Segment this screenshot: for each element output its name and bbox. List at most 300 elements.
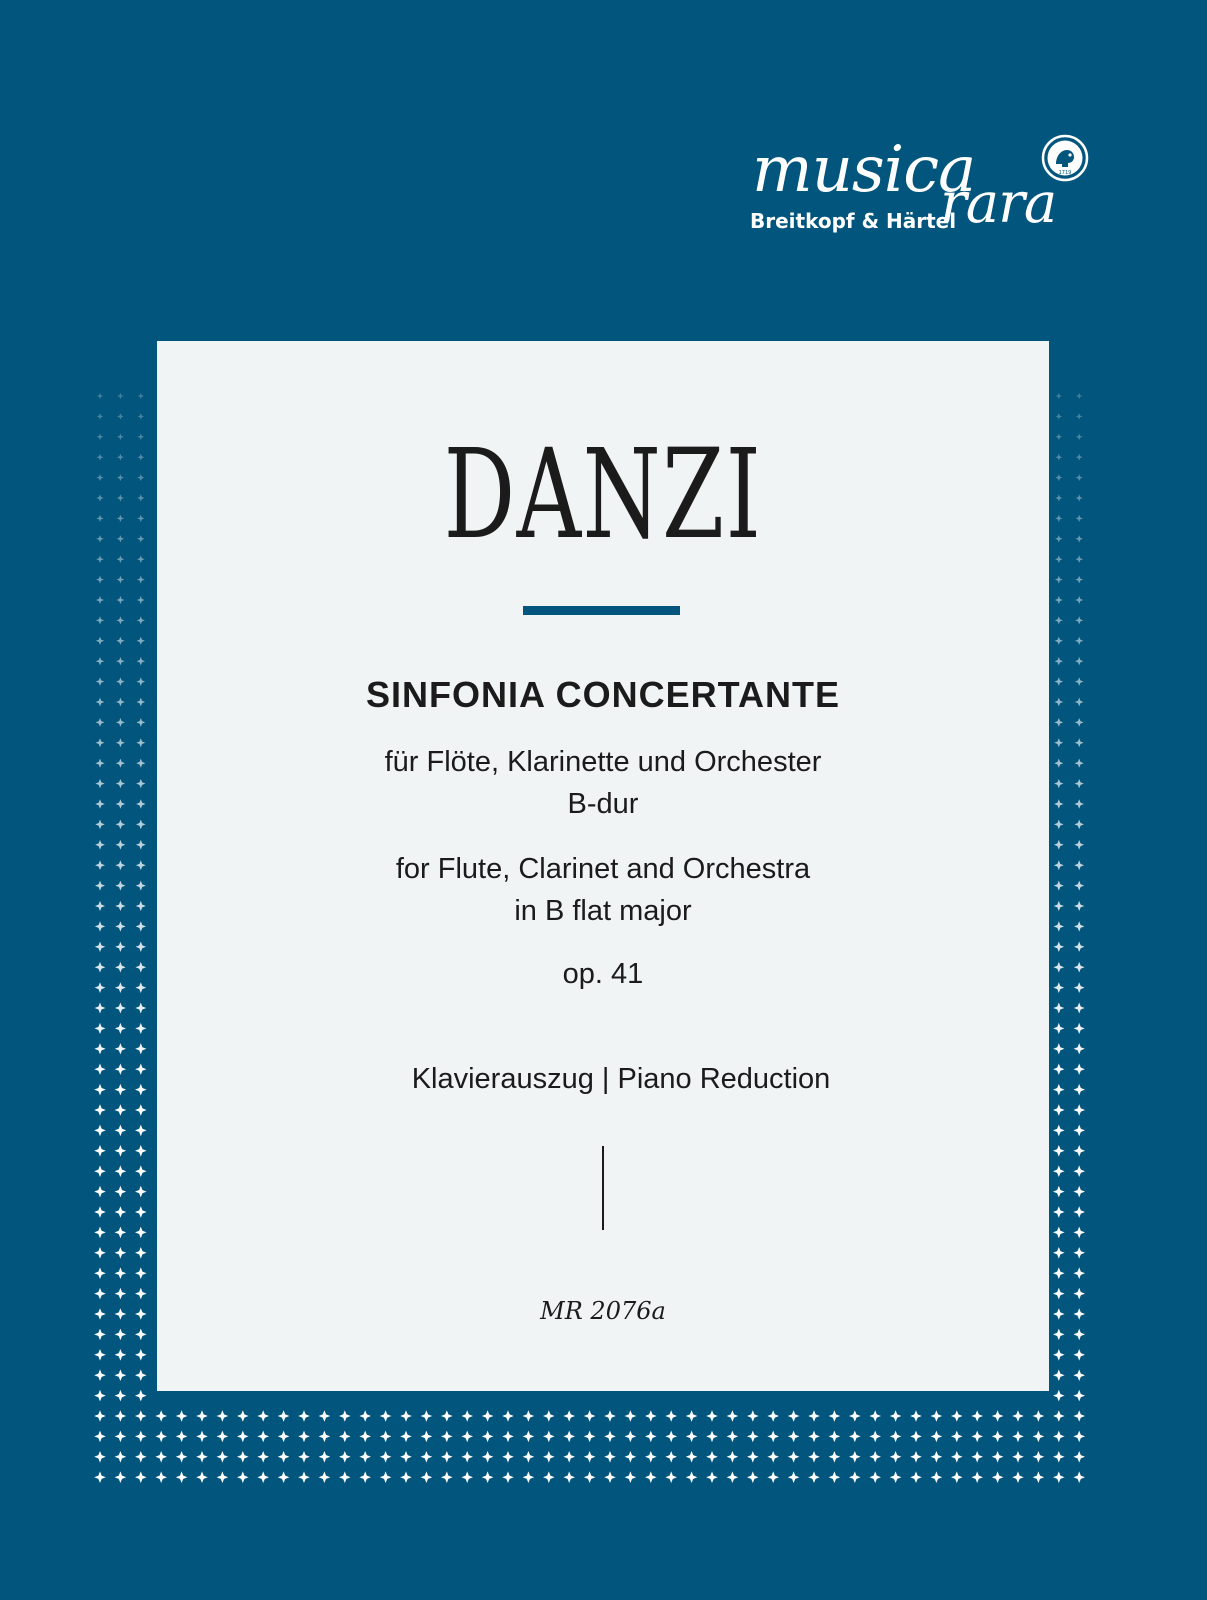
star-dot [1074,921,1084,931]
star-dot [665,1431,677,1443]
star-dot [96,616,104,624]
star-dot [931,1451,943,1463]
star-dot [1054,698,1063,707]
star-dot [115,1410,127,1422]
star-dot [115,942,125,952]
star-dot [135,1369,147,1381]
star-dot [339,1451,351,1463]
star-dot [747,1431,759,1443]
star-dot [890,1431,902,1443]
star-dot [96,637,104,645]
star-dot [543,1451,555,1463]
key-english: in B flat major [514,895,692,927]
star-dot [94,1431,106,1443]
star-dot [319,1451,331,1463]
star-dot [788,1431,800,1443]
star-dot [890,1451,902,1463]
star-dot [137,454,144,461]
star-dot [116,799,125,808]
star-dot [237,1471,249,1483]
star-dot [1076,494,1083,501]
star-dot [135,1308,147,1320]
star-dot [95,982,106,993]
catalog-number: MR 2076a [540,1297,666,1325]
star-dot [890,1410,902,1422]
star-dot [1055,576,1063,584]
star-dot [1075,657,1083,665]
star-dot [1076,515,1083,522]
star-dot [137,576,145,584]
star-dot [136,759,145,768]
star-dot [359,1471,371,1483]
logo-rara: rara [940,171,1057,236]
star-dot [116,677,125,686]
bear-emblem-icon [1041,134,1089,182]
star-dot [523,1410,535,1422]
star-dot [665,1410,677,1422]
star-dot [95,860,105,870]
star-dot [441,1451,453,1463]
star-dot [135,1390,147,1402]
star-dot [625,1410,637,1422]
star-dot [482,1410,494,1422]
star-dot [829,1431,841,1443]
star-dot [747,1471,759,1483]
star-dot [117,474,124,481]
star-dot [380,1471,392,1483]
edition-type: Klavierauszug | Piano Reduction [411,1063,831,1095]
star-dot [767,1451,779,1463]
star-dot [1012,1471,1024,1483]
star-dot [1073,1390,1085,1402]
star-dot [951,1410,963,1422]
star-dot [1054,881,1064,891]
star-dot [727,1410,739,1422]
star-dot [1055,637,1063,645]
star-dot [97,393,103,399]
star-dot [1073,1308,1085,1320]
star-dot [217,1410,229,1422]
star-dot [135,1410,147,1422]
star-dot [1055,433,1062,440]
star-dot [645,1451,657,1463]
star-dot [1074,1003,1085,1014]
star-dot [359,1410,371,1422]
star-dot [1053,1165,1065,1177]
star-dot [1053,962,1064,973]
star-dot [421,1431,433,1443]
star-dot [604,1471,616,1483]
star-dot [115,901,125,911]
star-dot [115,1329,127,1341]
star-dot [1074,982,1085,993]
star-dot [421,1471,433,1483]
star-dot [196,1431,208,1443]
star-dot [95,799,104,808]
star-dot [1075,555,1083,563]
star-dot [421,1451,433,1463]
star-dot [136,942,146,952]
star-dot [115,962,126,973]
star-dot [116,637,124,645]
star-dot [1074,901,1084,911]
star-dot [1074,1023,1085,1034]
star-dot [135,1165,147,1177]
star-dot [135,1349,147,1361]
star-dot [1055,555,1063,563]
star-dot [115,881,125,891]
star-dot [767,1431,779,1443]
star-dot [137,637,145,645]
star-dot [96,738,105,747]
star-dot [645,1471,657,1483]
star-dot [196,1451,208,1463]
star-dot [1073,1104,1085,1116]
star-dot [869,1410,881,1422]
star-dot [1076,433,1083,440]
star-dot [1076,474,1083,481]
star-dot [1073,1471,1085,1483]
star-dot [849,1410,861,1422]
star-dot [136,698,145,707]
star-dot [137,515,144,522]
star-dot [910,1451,922,1463]
star-dot [441,1431,453,1443]
star-dot [1074,942,1084,952]
star-dot [727,1471,739,1483]
star-dot [95,820,105,830]
star-dot [767,1471,779,1483]
star-dot [1074,962,1085,973]
star-dot [1054,901,1064,911]
star-dot [808,1410,820,1422]
star-dot [971,1431,983,1443]
star-dot [706,1471,718,1483]
star-dot [115,1206,127,1218]
star-dot [298,1431,310,1443]
star-dot [117,454,124,461]
star-dot [155,1431,167,1443]
star-dot [461,1471,473,1483]
star-dot [115,860,125,870]
star-dot [461,1410,473,1422]
star-dot [136,860,146,870]
star-dot [869,1471,881,1483]
star-dot [136,921,146,931]
star-dot [94,1267,106,1279]
star-dot [584,1431,596,1443]
star-dot [1055,474,1062,481]
star-dot [137,677,146,686]
star-dot [1074,860,1084,870]
star-dot [992,1451,1004,1463]
star-dot [1073,1186,1085,1198]
star-dot [96,576,104,584]
star-dot [257,1410,269,1422]
star-dot [1075,637,1083,645]
star-dot [135,1471,147,1483]
star-dot [604,1451,616,1463]
star-dot [97,433,104,440]
star-dot [94,1165,106,1177]
star-dot [1053,1308,1065,1320]
star-dot [135,1451,147,1463]
star-dot [137,657,145,665]
star-dot [136,799,145,808]
star-dot [96,515,103,522]
star-dot [563,1471,575,1483]
star-dot [116,596,124,604]
star-dot [319,1431,331,1443]
cover-panel [157,341,1049,1391]
key-german: B-dur [567,788,639,820]
star-dot [788,1471,800,1483]
star-dot [992,1431,1004,1443]
star-dot [1053,1125,1065,1137]
star-dot [94,1288,106,1300]
star-dot [117,433,124,440]
star-dot [1054,799,1063,808]
star-dot [1075,738,1084,747]
star-dot [298,1471,310,1483]
star-dot [1053,1023,1064,1034]
star-dot [319,1410,331,1422]
star-dot [95,779,104,788]
star-dot [584,1471,596,1483]
star-dot [95,759,104,768]
star-dot [1073,1206,1085,1218]
star-dot [910,1431,922,1443]
star-dot [808,1471,820,1483]
star-dot [1053,1390,1065,1402]
star-dot [1056,413,1063,420]
star-dot [115,1043,126,1054]
star-dot [94,1471,106,1483]
star-dot [1075,616,1083,624]
star-dot [1056,393,1062,399]
star-dot [482,1431,494,1443]
star-dot [217,1471,229,1483]
star-dot [96,657,104,665]
star-dot [135,1104,147,1116]
star-dot [1073,1084,1085,1096]
star-dot [1055,515,1062,522]
star-dot [96,535,103,542]
star-dot [829,1410,841,1422]
star-dot [94,1227,106,1239]
star-dot [117,535,124,542]
star-dot [400,1431,412,1443]
star-dot [727,1431,739,1443]
star-dot [563,1431,575,1443]
star-dot [135,1288,147,1300]
star-dot [849,1431,861,1443]
star-dot [1055,596,1063,604]
star-dot [135,962,146,973]
star-dot [971,1471,983,1483]
star-dot [1053,982,1064,993]
star-dot [1053,1247,1065,1259]
star-dot [849,1471,861,1483]
star-dot [747,1451,759,1463]
star-dot [94,1206,106,1218]
star-dot [94,1308,106,1320]
star-dot [176,1471,188,1483]
star-dot [1053,1227,1065,1239]
star-dot [135,1227,147,1239]
star-dot [94,1247,106,1259]
star-dot [1073,1267,1085,1279]
star-dot [808,1431,820,1443]
star-dot [971,1410,983,1422]
star-dot [116,759,125,768]
star-dot [1073,1288,1085,1300]
star-dot [96,494,103,501]
star-dot [136,718,145,727]
star-dot [117,515,124,522]
star-dot [1053,1003,1064,1014]
star-dot [137,535,144,542]
star-dot [94,1186,106,1198]
star-dot [1053,1369,1065,1381]
star-dot [1075,535,1082,542]
star-dot [1055,616,1063,624]
logo-musica: musica [752,133,976,207]
star-dot [441,1471,453,1483]
star-dot [706,1410,718,1422]
star-dot [135,1023,146,1034]
star-dot [135,1206,147,1218]
star-dot [117,413,124,420]
star-dot [543,1431,555,1443]
star-dot [1053,1267,1065,1279]
star-dot [257,1431,269,1443]
star-dot [1076,393,1082,399]
star-dot [645,1410,657,1422]
star-dot [1075,596,1083,604]
star-dot [1012,1410,1024,1422]
star-dot [767,1410,779,1422]
star-dot [1074,881,1084,891]
star-dot [1073,1329,1085,1341]
star-dot [686,1451,698,1463]
star-dot [135,1329,147,1341]
star-dot [502,1471,514,1483]
star-dot [115,1288,127,1300]
star-dot [96,698,105,707]
star-dot [137,474,144,481]
star-dot [95,840,105,850]
star-dot [910,1410,922,1422]
star-dot [869,1451,881,1463]
star-dot [461,1451,473,1463]
star-dot [115,1369,127,1381]
star-dot [137,616,145,624]
star-dot [96,718,105,727]
star-dot [138,393,144,399]
star-dot [136,901,146,911]
star-dot [257,1451,269,1463]
star-dot [1073,1247,1085,1259]
star-dot [931,1471,943,1483]
star-dot [1053,1145,1065,1157]
star-dot [869,1431,881,1443]
star-dot [115,982,126,993]
star-dot [115,1471,127,1483]
star-dot [135,1125,147,1137]
star-dot [319,1471,331,1483]
star-dot [380,1451,392,1463]
star-dot [1053,1329,1065,1341]
star-dot [1073,1227,1085,1239]
star-dot [910,1471,922,1483]
star-dot [747,1410,759,1422]
star-dot [117,576,125,584]
star-dot [665,1471,677,1483]
star-dot [482,1471,494,1483]
star-dot [421,1410,433,1422]
star-dot [278,1410,290,1422]
star-dot [116,616,124,624]
star-dot [237,1451,249,1463]
star-dot [359,1451,371,1463]
star-dot [1055,677,1064,686]
star-dot [115,1063,126,1074]
star-dot [829,1471,841,1483]
star-dot [523,1471,535,1483]
star-dot [1055,657,1063,665]
star-dot [1053,1186,1065,1198]
subtitle-german: für Flöte, Klarinette und Orchester [384,746,822,778]
star-dot [563,1451,575,1463]
star-dot [115,1186,127,1198]
star-dot [96,474,103,481]
star-dot [1074,799,1083,808]
star-dot [1073,1349,1085,1361]
emblem-year: 1719 [1058,170,1072,176]
star-dot [523,1451,535,1463]
star-dot [298,1410,310,1422]
star-dot [1073,1145,1085,1157]
star-dot [1054,779,1063,788]
star-dot [502,1451,514,1463]
star-dot [1055,494,1062,501]
star-dot [1075,718,1084,727]
star-dot [951,1451,963,1463]
star-dot [95,881,105,891]
star-dot [584,1451,596,1463]
star-dot [94,1104,106,1116]
star-dot [115,1227,127,1239]
star-dot [686,1471,698,1483]
star-dot [115,1003,126,1014]
subtitle-english: for Flute, Clarinet and Orchestra [395,853,811,885]
star-dot [217,1451,229,1463]
star-dot [135,1043,146,1054]
star-dot [115,1267,127,1279]
star-dot [115,1431,127,1443]
star-dot [931,1410,943,1422]
star-dot [441,1410,453,1422]
star-dot [1033,1451,1045,1463]
star-dot [115,1308,127,1320]
star-dot [1054,921,1064,931]
star-dot [135,1267,147,1279]
star-dot [604,1410,616,1422]
star-dot [116,820,126,830]
star-dot [136,881,146,891]
star-dot [584,1410,596,1422]
